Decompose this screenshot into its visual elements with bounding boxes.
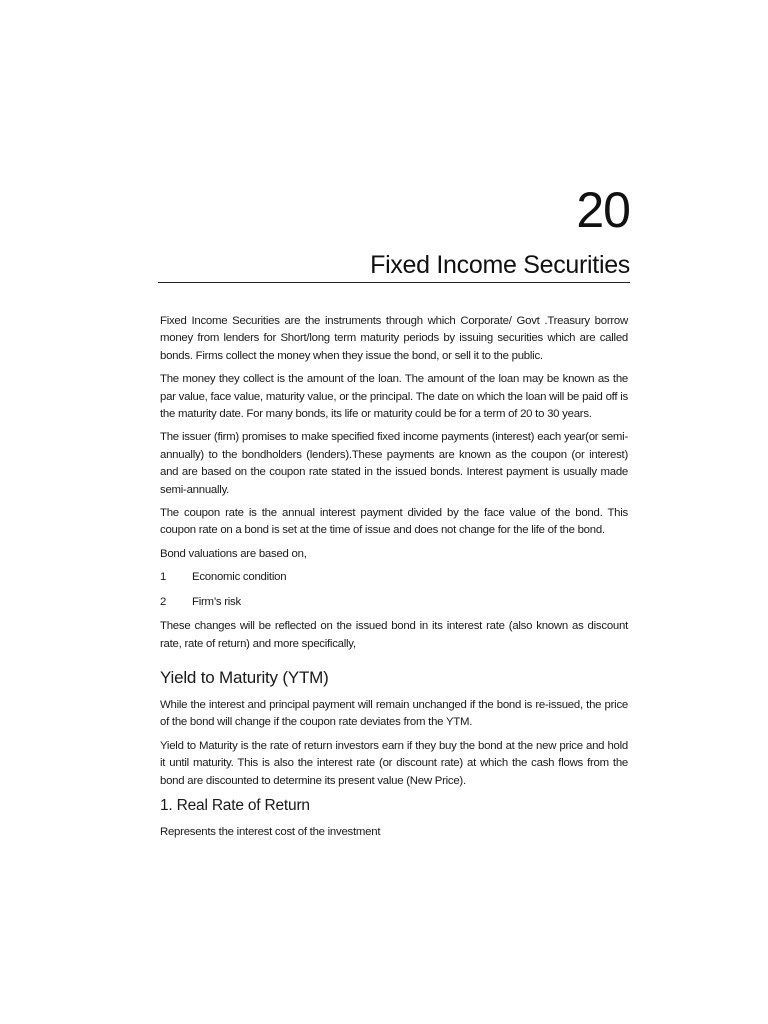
list-item-number: 1: [160, 571, 167, 584]
list-item-text: Economic condition: [192, 571, 287, 584]
paragraph-real-rate: Represents the interest cost of the investment: [160, 825, 381, 838]
paragraph-loan-amount: The money they collect is the amount of the loan. The amount of the loan may be known as the par value, face value, maturity value, or the principal. The date on which the loan will be paid off is the maturity date. For many bonds, its life or maturity could be for a term of 20 to 30 years.: [160, 373, 628, 421]
list-item-number: 2: [160, 595, 167, 608]
paragraph-intro: Fixed Income Securities are the instruments through which Corporate/ Govt .Treasury borrow money from lenders for Short/long term maturity periods by issuing securities which are called bonds. Firms collect the money when they issue the bond, or sell it to the public.: [160, 315, 628, 362]
chapter-title: Fixed Income Securities: [370, 251, 630, 279]
chapter-body: [160, 313, 628, 847]
paragraph-ytm-definition: Yield to Maturity is the rate of return investors earn if they buy the bond at the new price and hold it until maturity. This is also the interest rate (or discount rate) at which the cash flows from the bond are discounted to determine its present value (New Price).: [160, 739, 628, 787]
section-heading-ytm: Yield to Maturity (YTM): [160, 667, 329, 687]
list-item-text: Firm’s risk: [192, 595, 241, 608]
paragraph-ytm-price: While the interest and principal payment will remain unchanged if the bond is re-issued, the price of the bond will change if the coupon rate deviates from the YTM.: [160, 698, 628, 729]
list-item: [160, 569, 628, 586]
chapter-number: 20: [576, 182, 630, 238]
subsection-heading-real-rate: 1. Real Rate of Return: [160, 796, 310, 814]
document-page: [158, 0, 630, 1024]
list-item: [160, 594, 628, 611]
paragraph-valuation-basis: Bond valuations are based on,: [160, 547, 307, 560]
title-divider: [158, 282, 630, 283]
paragraph-coupon-rate: The coupon rate is the annual interest payment divided by the face value of the bond. This coupon rate on a bond is set at the time of issue and does not change for the life of the bond.: [160, 507, 628, 537]
paragraph-issuer-payments: The issuer (firm) promises to make specified fixed income payments (interest) each year(or semi-annually) to the bondholders (lenders).These payments are known as the coupon (or interest) and are based on the coupon rate stated in the issued bonds. Interest payment is usually made semi-annually.: [160, 431, 628, 496]
paragraph-reflected-changes: These changes will be reflected on the issued bond in its interest rate (also known as discount rate, rate of return) and more specifically,: [160, 620, 628, 650]
